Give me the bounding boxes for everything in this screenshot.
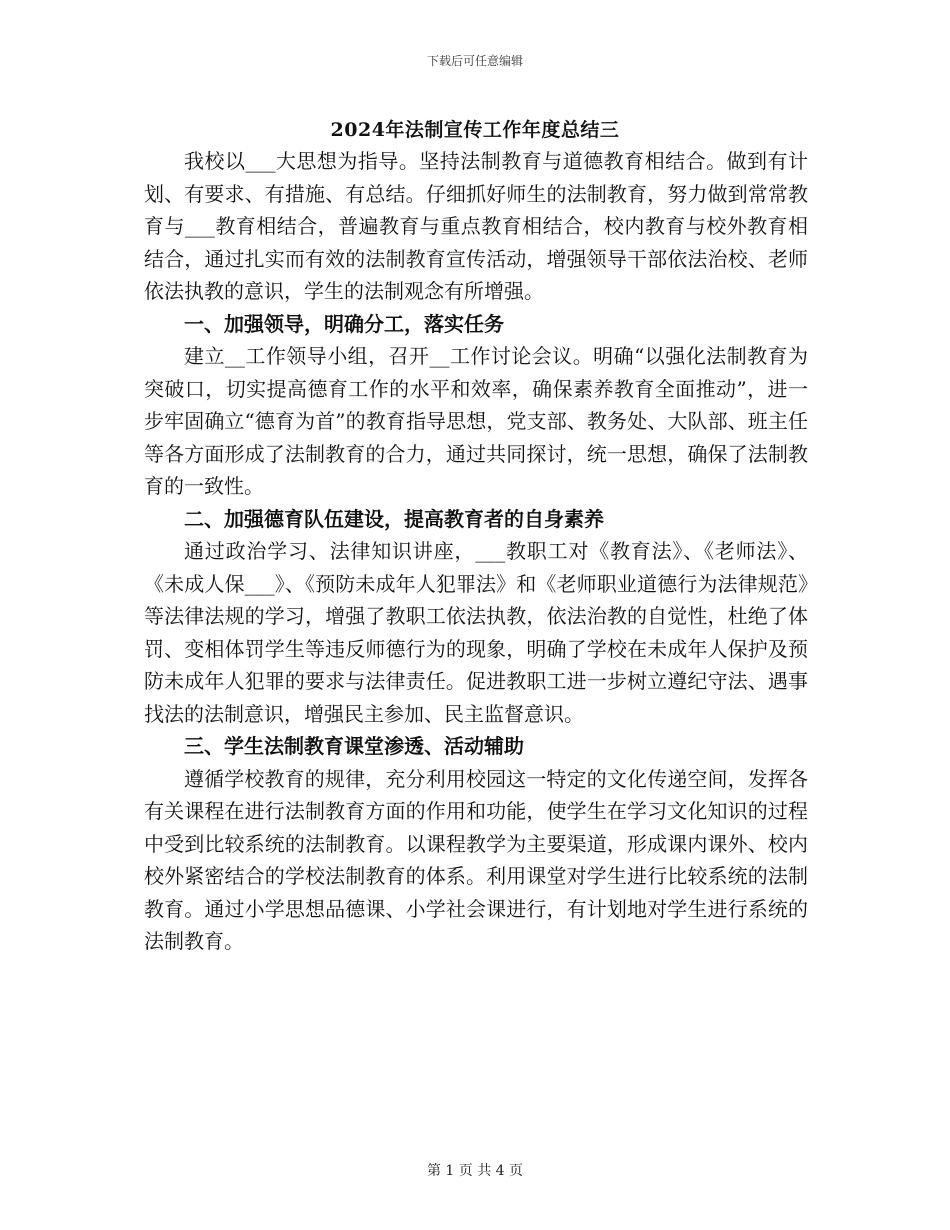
intro-paragraph: 我校以___大思想为指导。坚持法制教育与道德教育相结合。做到有计划、有要求、有措施、有总结。仔细抓好师生的法制教育，努力做到常常教育与___教育相结合，普遍教育与重点教育相结合，校内教育与校外教育相结合，通过扎实而有效的法制教育宣传活动，增强领导干部依法治校、老师依法执教的意识，学生的法制观念有所增强。	[144, 149, 808, 303]
section-paragraph-2: 通过政治学习、法律知识讲座，___教职工对《教育法》、《老师法》、《未成人保___》、《预防未成年人犯罪法》和《老师职业道德行为法律规范》等法律法规的学习，增强了教职工依法执教，依法治教的自觉性，杜绝了体罚、变相体罚学生等违反师德行为的现象，明确了学校在未成年人保护及预防未成年人犯罪的要求与法律责任。促进教职工进一步树立遵纪守法、遇事找法的法制意识，增强民主参加、民主监督意识。	[144, 539, 808, 726]
header-note: 下载后可任意编辑	[426, 54, 523, 68]
section-paragraph-3: 遵循学校教育的规律，充分利用校园这一特定的文化传递空间，发挥各有关课程在进行法制教育方面的作用和功能，使学生在学习文化知识的过程中受到比较系统的法制教育。以课程教学为主要渠道，形成课内课外、校内校外紧密结合的学校法制教育的体系。利用课堂对学生进行比较系统的法制教育。通过小学思想品德课、小学社会课进行，有计划地对学生进行系统的法制教育。	[144, 766, 808, 953]
document-body	[144, 145, 808, 958]
page-number: 第 1 页 共 4 页	[426, 1163, 524, 1179]
section-heading-2: 二、加强德育队伍建设，提高教育者的自身素养	[184, 506, 604, 531]
section-heading-3: 三、学生法制教育课堂渗透、活动辅助	[184, 734, 524, 758]
document-title: 2024年法制宣传工作年度总结三	[330, 119, 620, 141]
section-paragraph-1: 建立__工作领导小组，召开__工作讨论会议。明确“以强化法制教育为突破口，切实提高德育工作的水平和效率，确保素养教育全面推动”，进一步牢固确立“德育为首”的教育指导思想，党支部、教务处、大队部、班主任等各方面形成了法制教育的合力，通过共同探讨，统一思想，确保了法制教育的一致性。	[144, 344, 808, 498]
section-heading-1: 一、加强领导，明确分工，落实任务	[184, 311, 504, 336]
